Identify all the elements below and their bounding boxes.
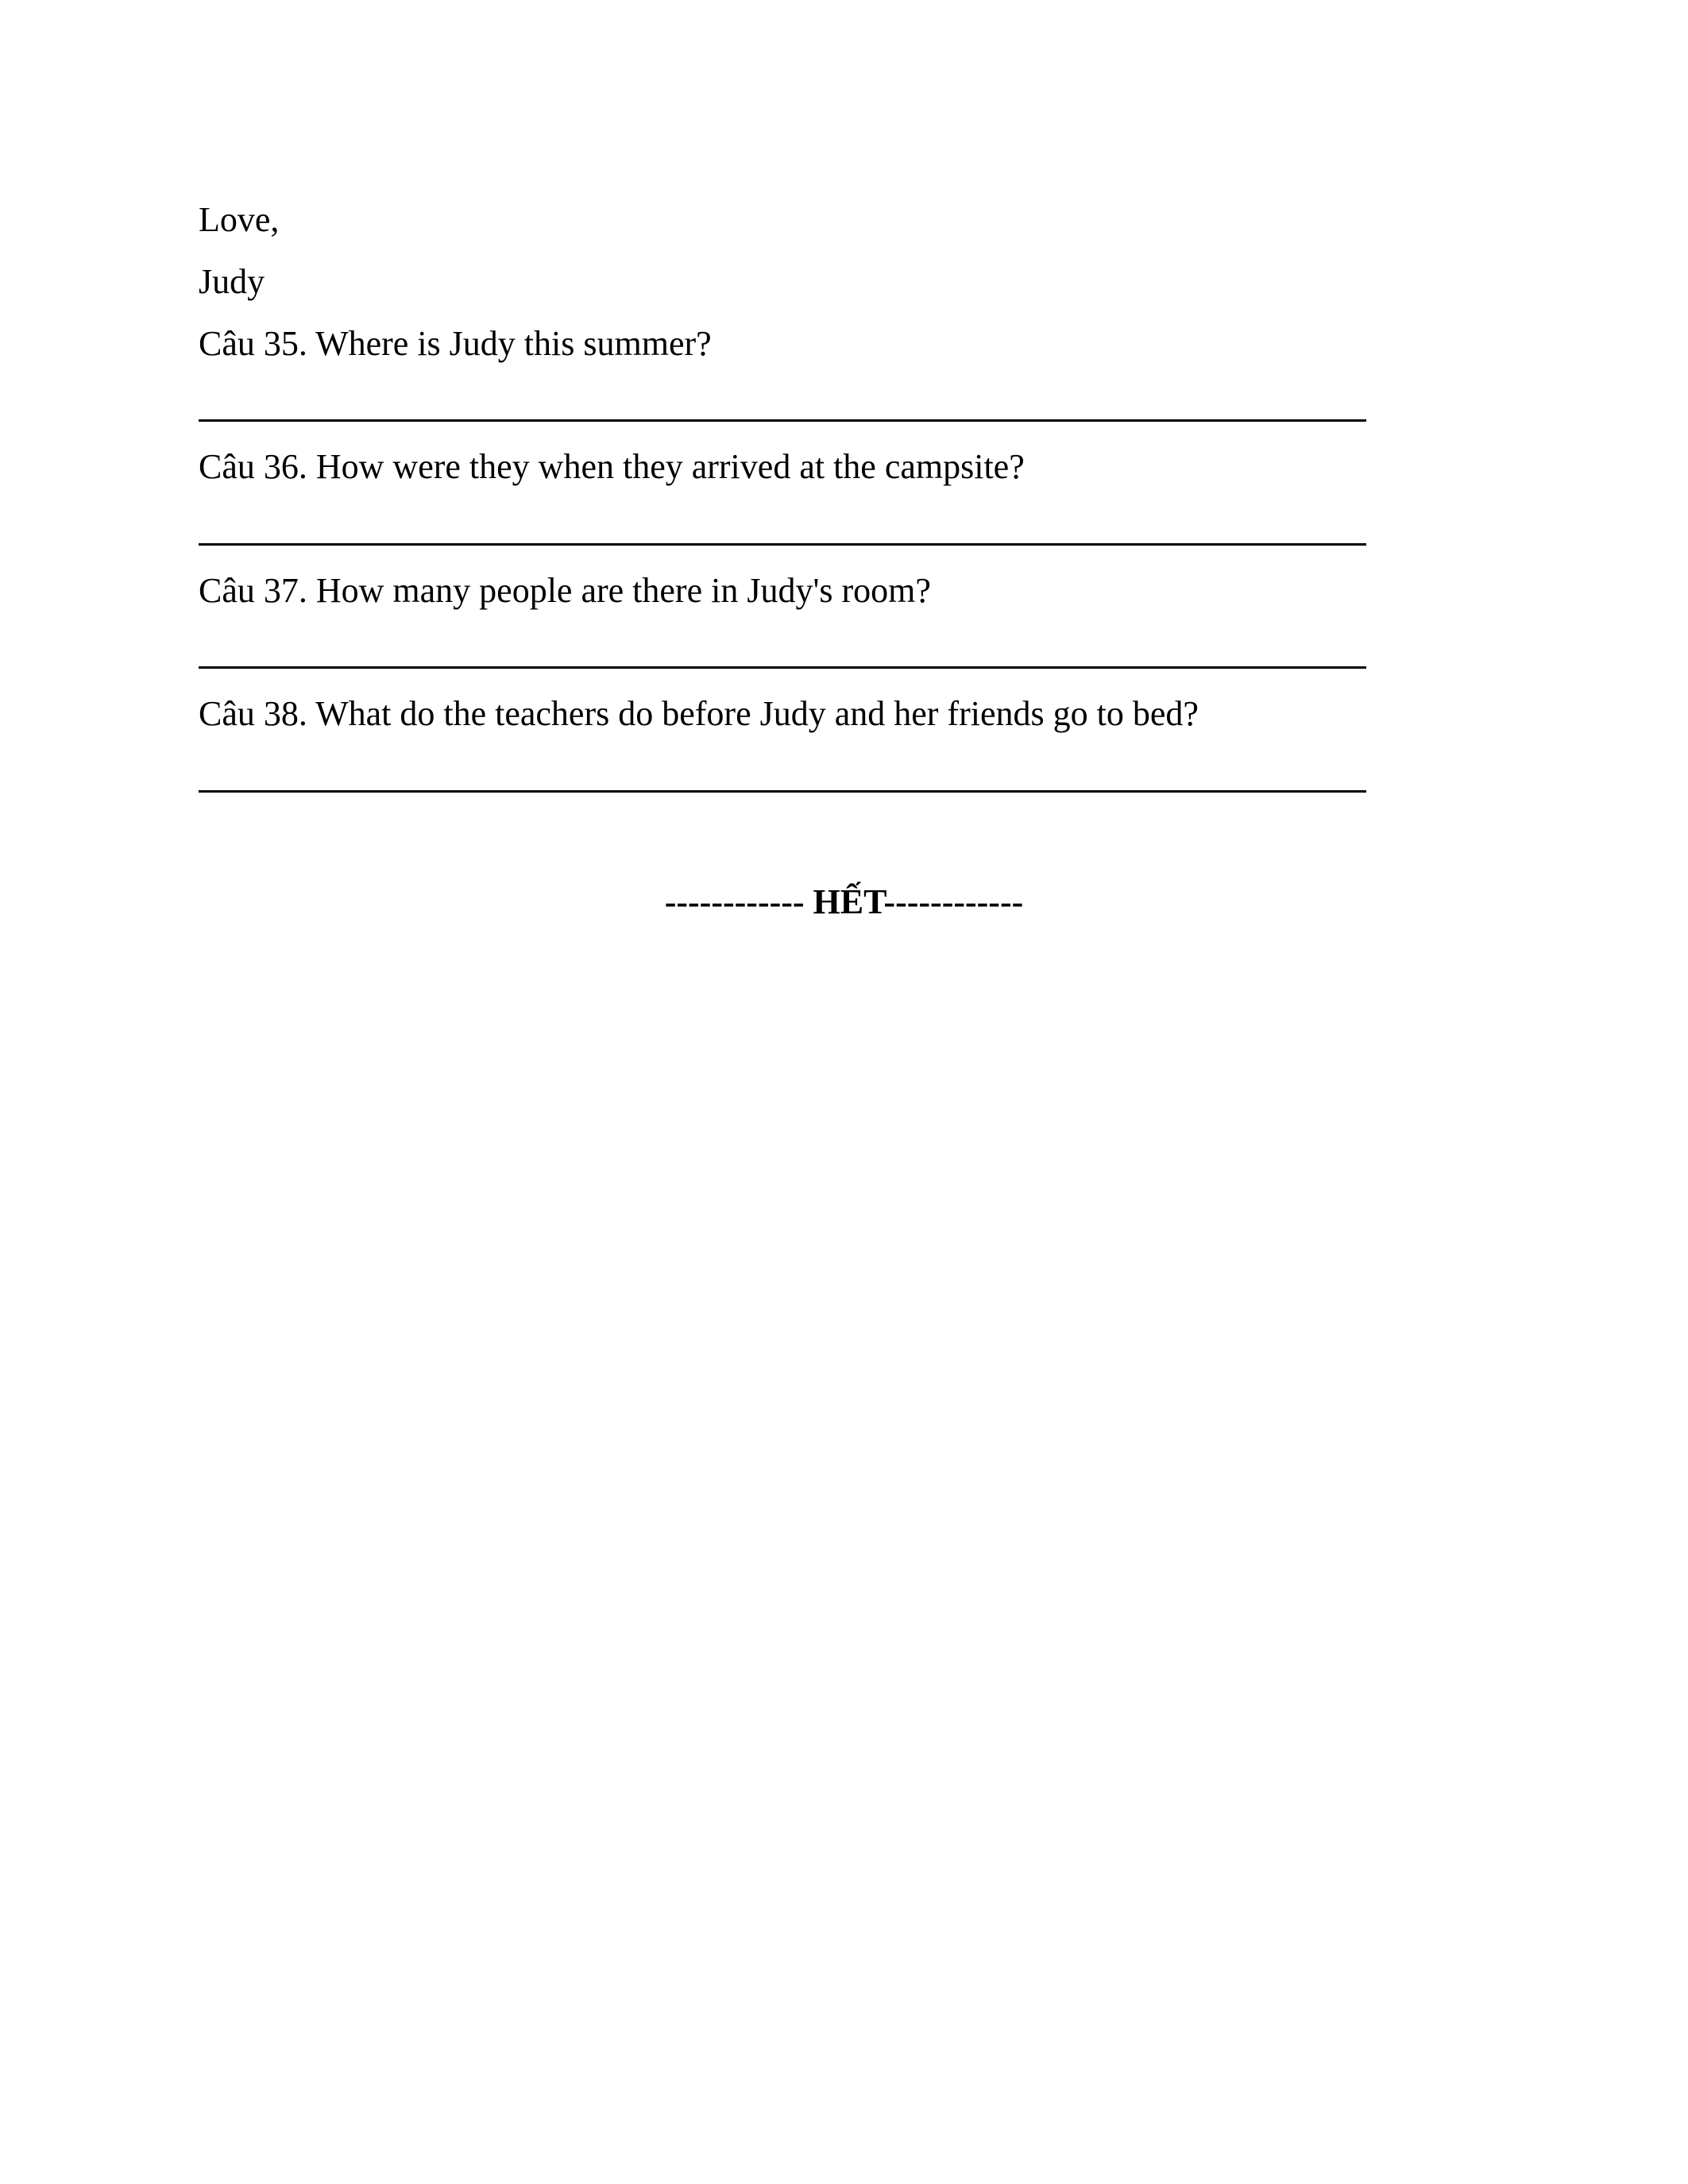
question-37: Câu 37. How many people are there in Judy's room? xyxy=(199,571,931,610)
letter-closing: Love, xyxy=(199,200,280,239)
question-35: Câu 35. Where is Judy this summer? xyxy=(199,324,712,363)
answer-line-38 xyxy=(199,790,1366,793)
letter-signature: Judy xyxy=(199,262,265,301)
answer-line-37 xyxy=(199,666,1366,669)
end-of-test-mark: ------------ HẾT------------ xyxy=(664,882,1024,921)
question-38: Câu 38. What do the teachers do before Judy and her friends go to bed? xyxy=(199,694,1199,733)
answer-line-36 xyxy=(199,543,1366,546)
answer-line-35 xyxy=(199,419,1366,422)
question-36: Câu 36. How were they when they arrived at the campsite? xyxy=(199,447,1025,486)
